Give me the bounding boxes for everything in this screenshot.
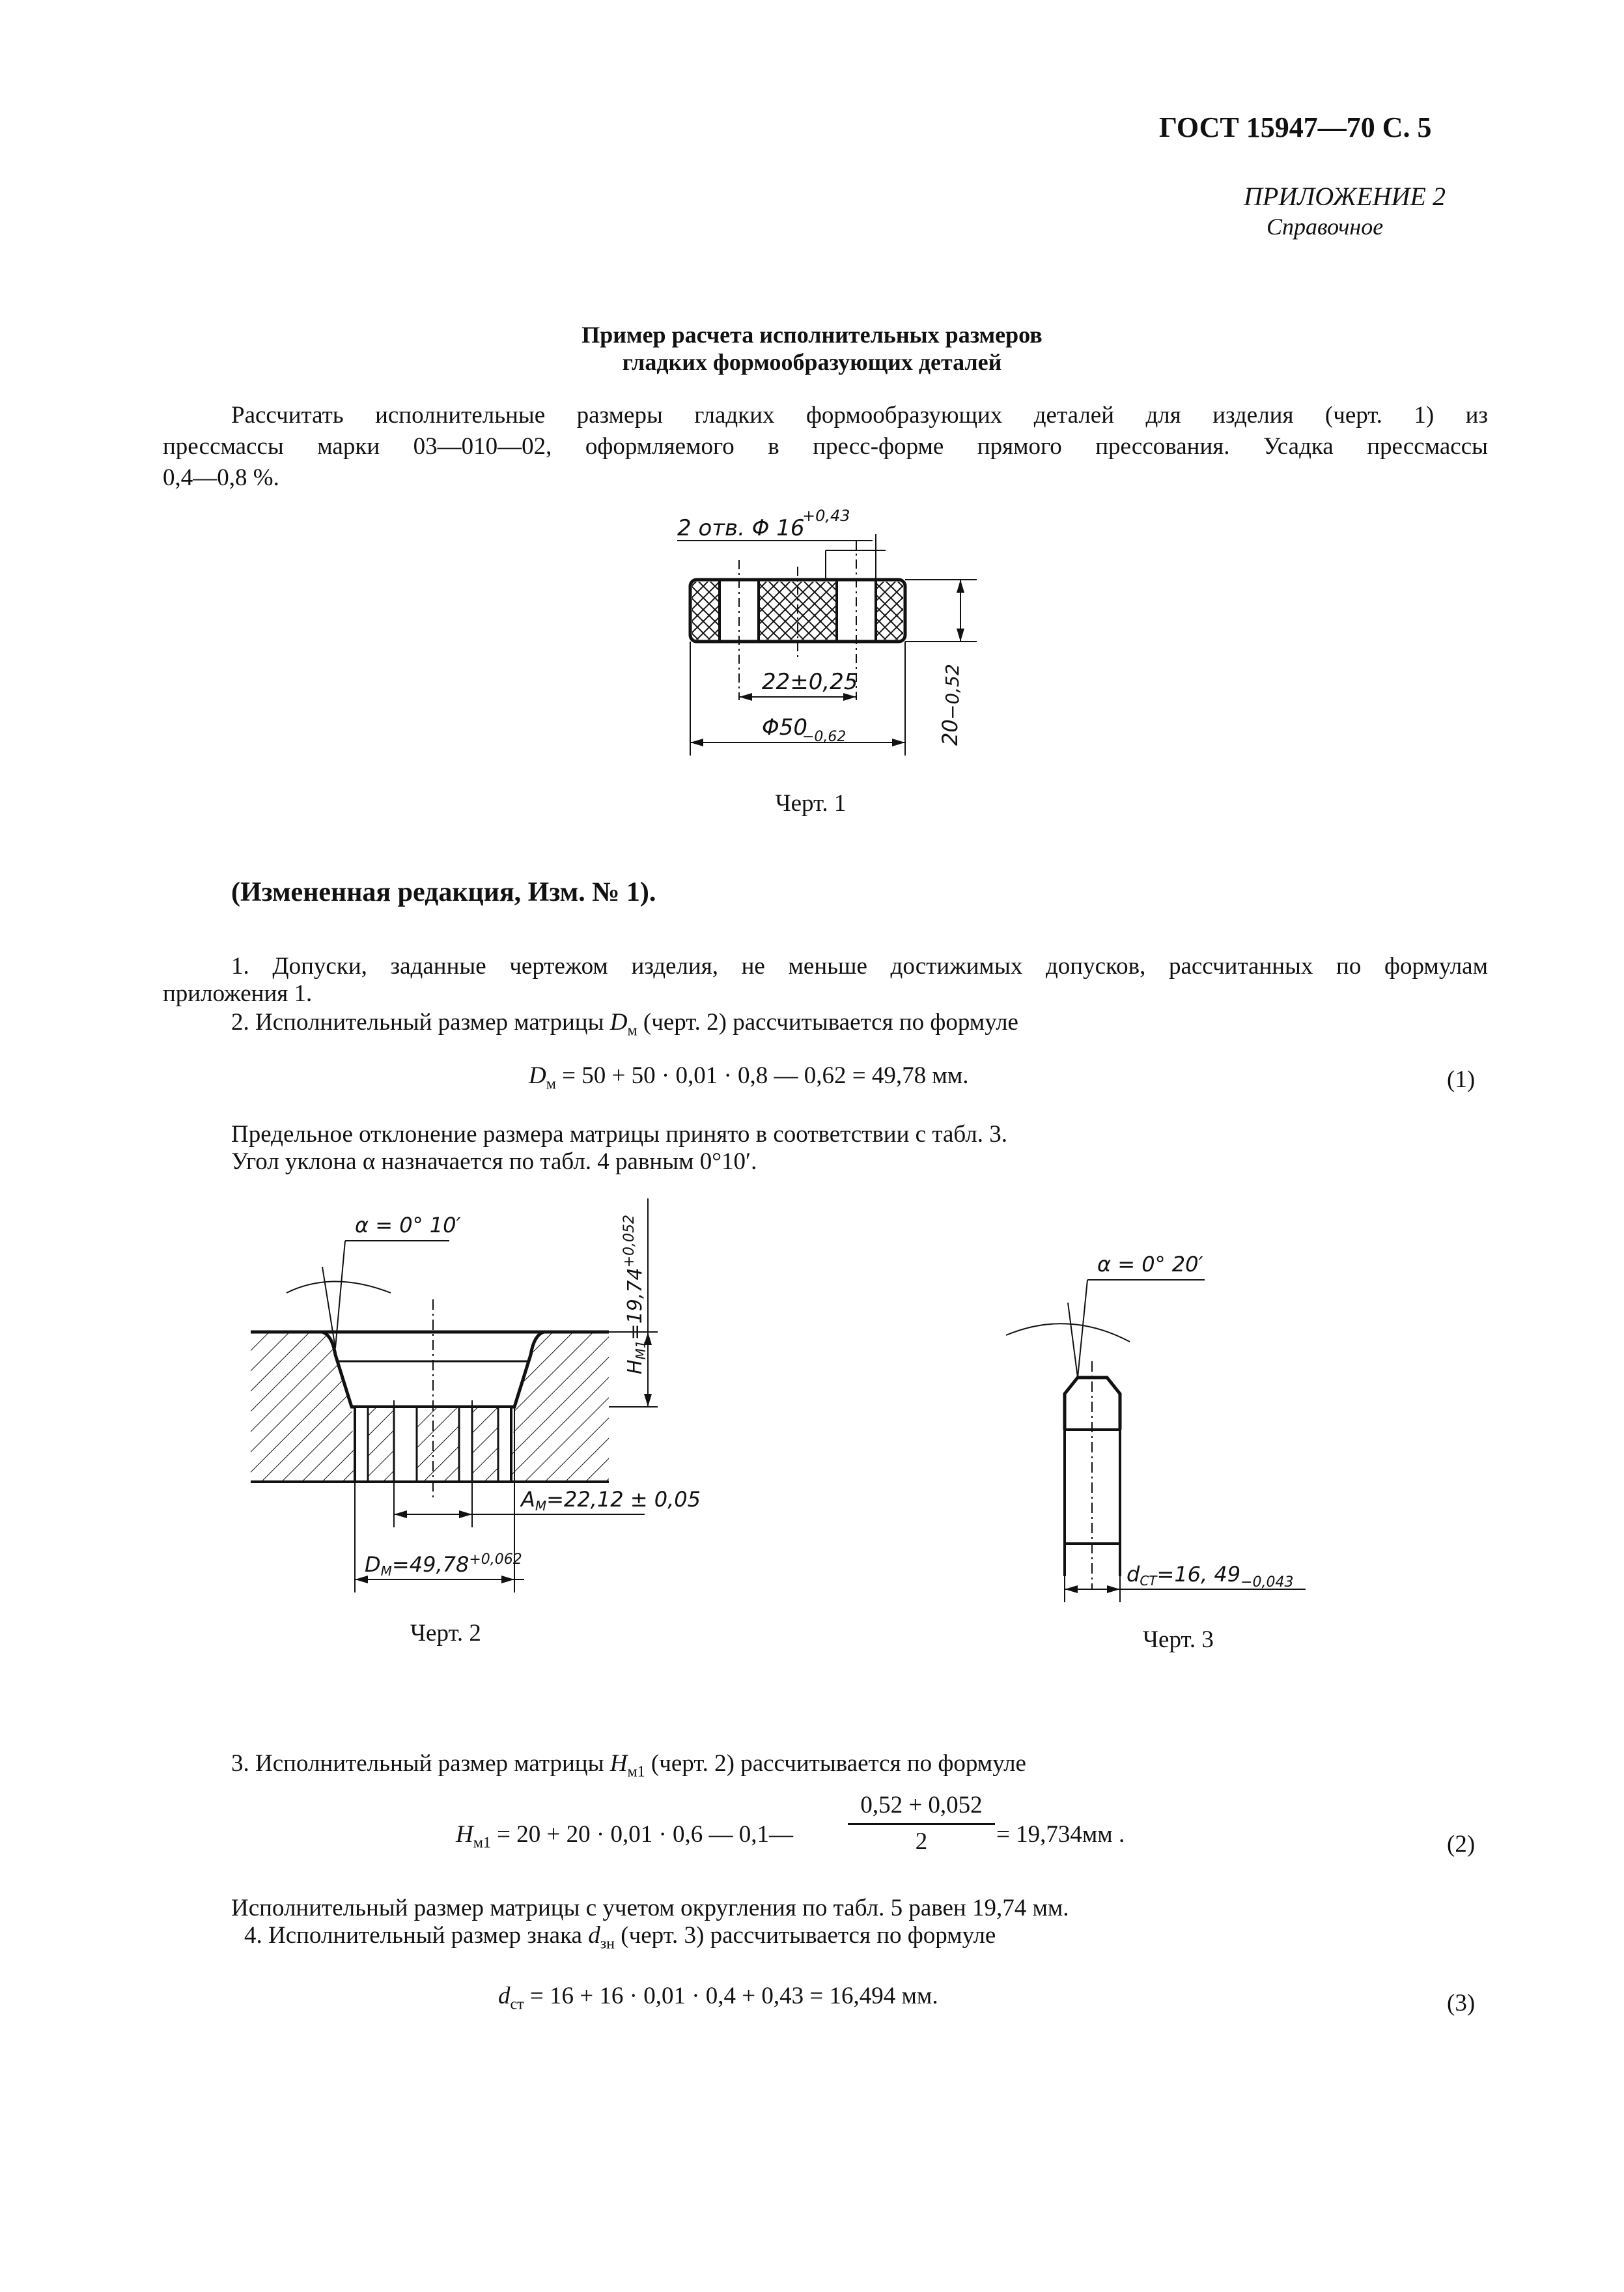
p3: 3. Исполнительный размер матрицы $H_{м1}$ (черт. 2) рассчитывается по формуле	[231, 1750, 1026, 1781]
equation-2-rhs: = 19,734мм .	[996, 1821, 1125, 1848]
intro-line-3: 0,4—0,8 %.	[163, 464, 279, 491]
figure-1-caption: Черт. 1	[775, 790, 847, 817]
equation-2-numerator: 0,52 + 0,052	[860, 1792, 983, 1818]
equation-3: $d_{ст} = 16 + 16 \cdot 0,01 \cdot 0,4 + 0,43 = 16,494$ мм.	[498, 1983, 938, 2013]
fig2-h-label: $H_{M1}=19,74^{+0,052}$	[621, 1215, 649, 1374]
fig1-height-label: 20	[938, 719, 962, 746]
intro-line-1: Рассчитать исполнительные размеры гладких формообразующих деталей для изделия (черт. 1) из	[231, 402, 1488, 429]
amended-note: (Измененная редакция, Изм. № 1).	[231, 877, 656, 907]
fig3-alpha-label: α = 0° 20′	[1097, 1252, 1203, 1277]
p3b-line-1: Исполнительный размер матрицы с учетом округления по табл. 5 равен 19,74 мм.	[231, 1895, 1069, 1921]
fig2-a-label: AM=22,12 ± 0,05	[521, 1487, 701, 1514]
equation-1: $D_м = 50 + 50 \cdot 0,01 \cdot 0,8$ — 0,62 = 49,78 мм.	[529, 1062, 969, 1093]
title-line-2: гладких формообразующих деталей	[622, 349, 1002, 375]
equation-2-lhs: $H_{м1} = 20 + 20 \cdot 0,01 \cdot 0,6$ — 0,1—	[456, 1821, 794, 1852]
equation-2-number: (2)	[1447, 1831, 1476, 1858]
figure-3-caption: Черт. 3	[1143, 1626, 1214, 1653]
fig1-holes-label: 2 отв. Φ 16	[677, 515, 805, 541]
intro-line-2: прессмассы марки 03—010—02, оформляемого в пресс-форме прямого прессования. Усадка прессмассы	[163, 433, 1488, 460]
p1-line-2: приложения 1.	[163, 980, 313, 1007]
p2b-line-2: Угол уклона α назначается по табл. 4 равным 0°10′.	[231, 1148, 757, 1175]
fig1-height-tol: −0,52	[942, 664, 963, 720]
equation-2-denominator: 2	[915, 1828, 928, 1855]
fig2-d-label: $DM=49,78^{+0,062}$	[365, 1551, 522, 1579]
fig1-diam-label: Φ50	[762, 714, 808, 741]
appendix-type: Справочное	[1267, 214, 1384, 240]
equation-2-fraction-bar	[848, 1823, 995, 1825]
title-line-1: Пример расчета исполнительных размеров	[581, 322, 1043, 348]
p2: 2. Исполнительный размер матрицы $D_м$ (черт. 2) рассчитывается по формуле	[231, 1009, 1018, 1040]
equation-1-number: (1)	[1447, 1066, 1476, 1093]
fig1-center-label: 22±0,25	[762, 669, 858, 695]
document-code: ГОСТ 15947—70 С. 5	[1159, 111, 1432, 143]
p2b-line-1: Предельное отклонение размера матрицы принято в соответствии с табл. 3.	[231, 1121, 1007, 1148]
equation-3-number: (3)	[1447, 1990, 1476, 2016]
fig3-d-label: dCT=16, $49_{-0,043}$	[1127, 1562, 1294, 1591]
fig1-holes-tol: +0,43	[802, 507, 850, 525]
p4: 4. Исполнительный размер знака $d_{зн}$ (черт. 3) рассчитывается по формуле	[244, 1922, 996, 1953]
fig2-alpha-label: α = 0° 10′	[355, 1213, 461, 1238]
figure-2-caption: Черт. 2	[410, 1620, 481, 1647]
appendix-label: ПРИЛОЖЕНИЕ 2	[1244, 182, 1446, 211]
fig1-diam-tol: −0,62	[802, 729, 847, 745]
p1-line-1: 1. Допуски, заданные чертежом изделия, не меньше достижимых допусков, рассчитанных по формулам	[231, 953, 1488, 980]
